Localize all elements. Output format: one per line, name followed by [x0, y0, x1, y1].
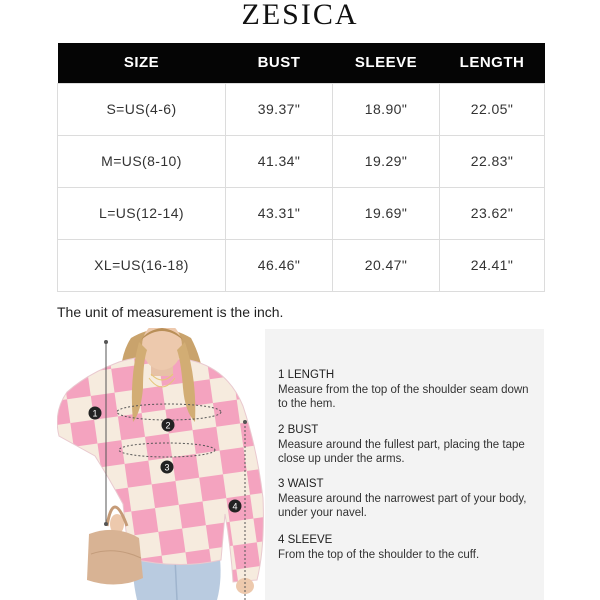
cell-sleeve: 19.29"	[333, 135, 440, 187]
cell-size: XL=US(16-18)	[58, 239, 226, 291]
table-row	[58, 187, 545, 239]
guide-description: From the top of the shoulder to the cuff.	[278, 548, 480, 561]
table-header-row	[58, 43, 545, 83]
guide-description: Measure around the fullest part, placing the tape close up under the arms.	[278, 438, 525, 465]
guide-description: Measure from the top of the shoulder seam down to the hem.	[278, 383, 529, 410]
cell-bust: 39.37"	[226, 83, 333, 135]
marker-1	[89, 407, 102, 420]
guide-title: 1 LENGTH	[278, 369, 335, 381]
header-bust: BUST	[226, 43, 333, 83]
cell-length: 23.62"	[440, 187, 545, 239]
cell-length: 22.83"	[440, 135, 545, 187]
measurement-guide-panel	[265, 329, 544, 600]
cell-bust: 43.31"	[226, 187, 333, 239]
svg-text:1: 1	[92, 408, 98, 419]
header-sleeve: SLEEVE	[333, 43, 440, 83]
cell-length: 22.05"	[440, 83, 545, 135]
brand-logo: ZESICA	[241, 0, 359, 31]
svg-text:4: 4	[232, 501, 238, 512]
guide-item-sleeve	[278, 533, 540, 562]
header-size: SIZE	[58, 43, 226, 83]
table-row	[58, 83, 545, 135]
cell-sleeve: 20.47"	[333, 239, 440, 291]
cell-sleeve: 19.69"	[333, 187, 440, 239]
model-illustration	[57, 328, 265, 600]
svg-text:3: 3	[164, 462, 170, 473]
size-chart-table	[57, 43, 545, 292]
unit-note: The unit of measurement is the inch.	[57, 304, 284, 320]
table-row	[58, 239, 545, 291]
guide-title: 2 BUST	[278, 424, 319, 436]
cell-size: L=US(12-14)	[58, 187, 226, 239]
cell-sleeve: 18.90"	[333, 83, 440, 135]
cell-bust: 41.34"	[226, 135, 333, 187]
svg-text:2: 2	[165, 420, 171, 431]
cell-size: S=US(4-6)	[58, 83, 226, 135]
guide-item-waist	[278, 477, 540, 521]
table-row	[58, 135, 545, 187]
marker-4	[229, 500, 242, 513]
marker-2	[162, 419, 175, 432]
guide-title: 3 WAIST	[278, 478, 324, 490]
model-photo	[57, 328, 265, 600]
cell-length: 24.41"	[440, 239, 545, 291]
guide-title: 4 SLEEVE	[278, 534, 333, 546]
cell-bust: 46.46"	[226, 239, 333, 291]
handbag-shape	[87, 530, 143, 585]
header-length: LENGTH	[440, 43, 545, 83]
guide-item-length	[278, 368, 540, 412]
cell-size: M=US(8-10)	[58, 135, 226, 187]
marker-3	[161, 461, 174, 474]
guide-description: Measure around the narrowest part of your body, under your navel.	[278, 492, 527, 519]
guide-item-bust	[278, 423, 540, 467]
